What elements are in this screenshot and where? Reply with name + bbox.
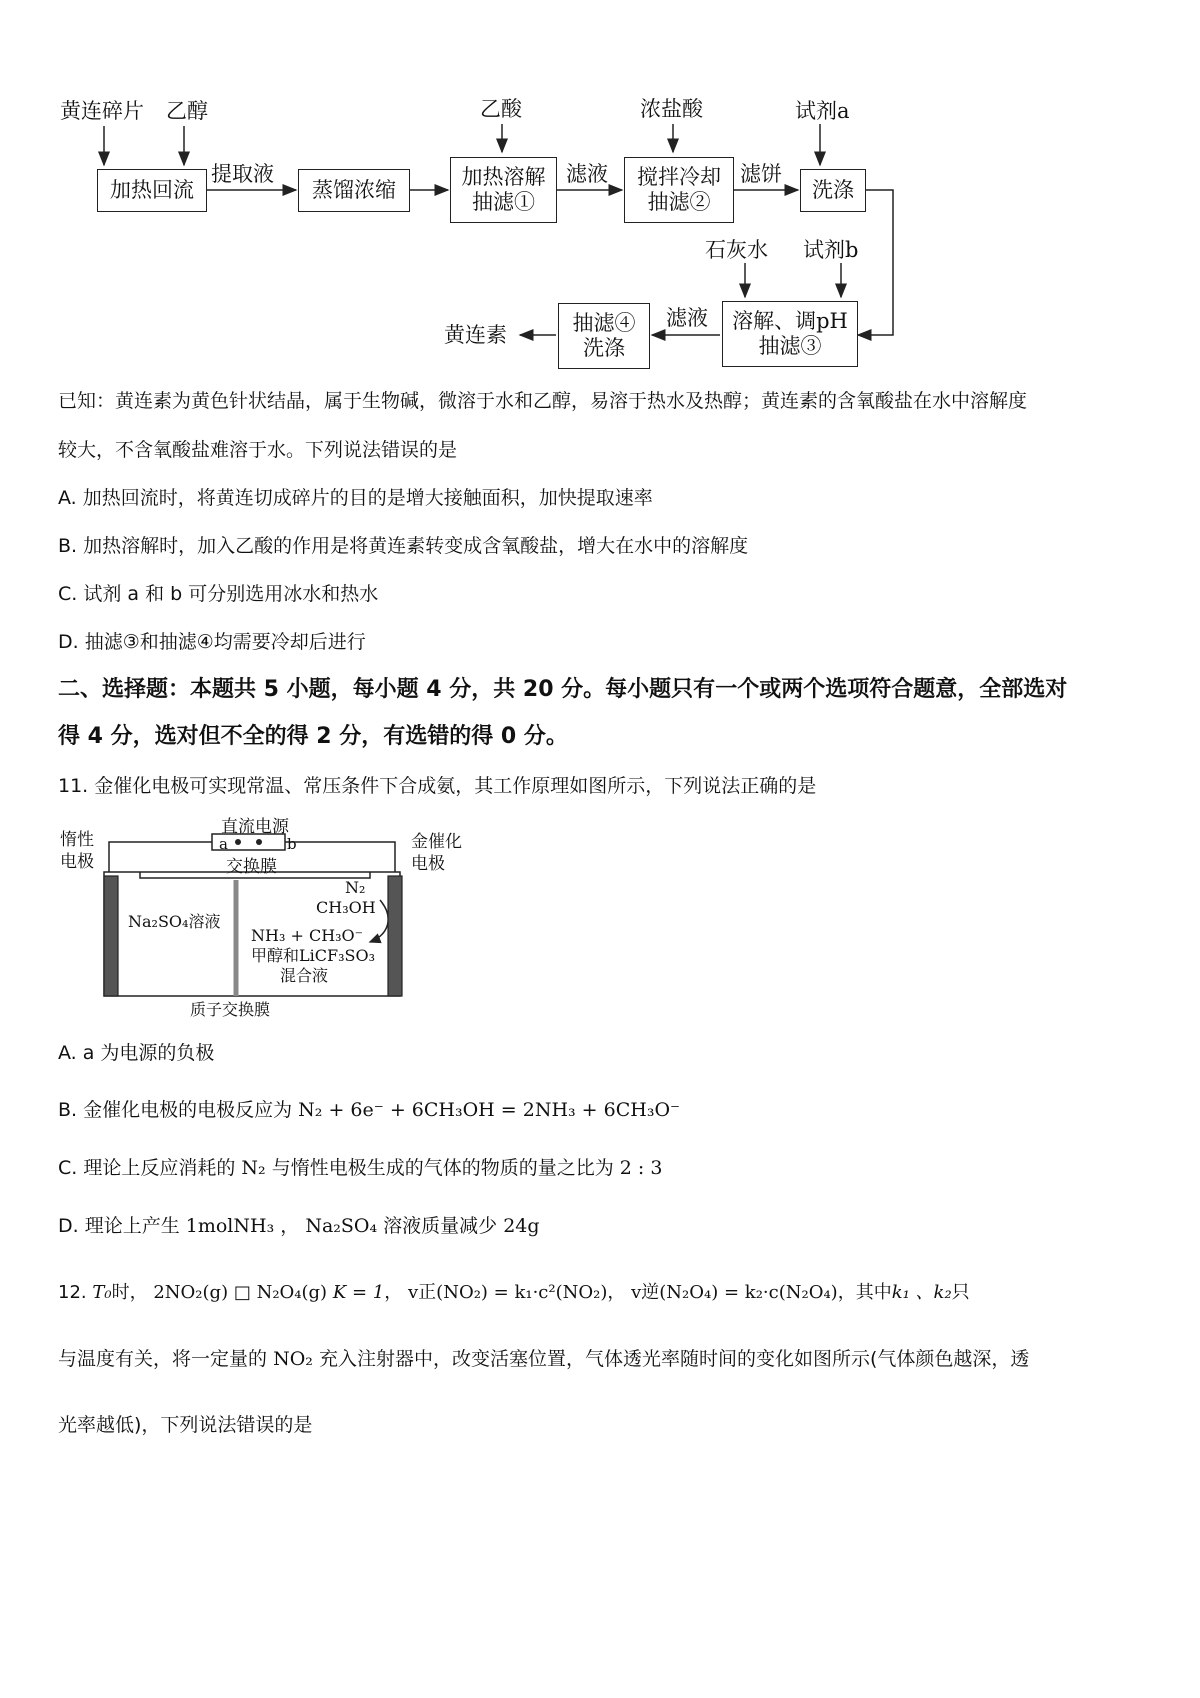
q11-option-b — [58, 1097, 680, 1123]
q12-comma1: ， — [384, 1282, 403, 1303]
box-stir-line2: 抽滤② — [647, 190, 711, 214]
input-huanglian-pieces: 黄连碎片 — [60, 99, 144, 123]
q11-option-b-equation: N₂ + 6e⁻ + 6CH₃OH = 2NH₃ + 6CH₃O⁻ — [298, 1099, 681, 1121]
q11-option-d-amount: 1molNH₃ — [185, 1215, 275, 1237]
q10-known-line2: 较大，不含氧酸盐难溶于水。下列说法错误的是 — [58, 439, 458, 461]
label-exchange-membrane: 交换膜 — [226, 857, 277, 877]
box-dissolve-filter1 — [450, 157, 557, 223]
q12-line2-post: 充入注射器中，改变活塞位置，气体透光率随时间的变化如图所示(气体颜色越深，透 — [318, 1348, 1030, 1370]
label-gold-2: 电极 — [411, 854, 445, 874]
q11-option-d-mass: 24g — [503, 1215, 540, 1237]
box-filter4-line1: 抽滤④ — [572, 311, 636, 335]
q11-option-d — [58, 1213, 540, 1239]
q12-reactant: 2NO₂(g) — [153, 1282, 229, 1303]
q11-option-c — [58, 1155, 662, 1181]
product-berberine: 黄连素 — [444, 323, 507, 347]
q12-box-glyph: □ — [233, 1282, 251, 1303]
q10-option-a: A. 加热回流时，将黄连切成碎片的目的是增大接触面积，加快提取速率 — [58, 487, 653, 509]
input-acetic-acid: 乙酸 — [480, 97, 522, 121]
q11-option-c-pre: C. 理论上反应消耗的 — [58, 1157, 236, 1179]
q11-stem: 11. 金催化电极可实现常温、常压条件下合成氨，其工作原理如图所示，下列说法正确的是 — [58, 775, 817, 797]
label-na2so4-solution: Na₂SO₄溶液 — [128, 912, 221, 931]
label-mix-1: 甲醇和LiCF₃SO₃ — [251, 946, 375, 965]
terminal-a-dot — [235, 839, 241, 845]
terminal-b-dot — [256, 839, 262, 845]
input-hcl: 浓盐酸 — [640, 97, 703, 121]
box-filter4-line2: 洗涤 — [583, 336, 625, 360]
input-reagent-a: 试剂a — [795, 99, 850, 123]
q12-k: K = 1 — [332, 1282, 385, 1303]
q12-number: 12. — [58, 1282, 87, 1303]
q12-v-reverse: v逆(N₂O₄) = k₂·c(N₂O₄) — [631, 1282, 838, 1303]
q11-option-b-text: B. 金催化电极的电极反应为 — [58, 1099, 293, 1121]
label-gold-1: 金催化 — [411, 832, 462, 852]
q11-option-d-pre: D. 理论上产生 — [58, 1215, 180, 1237]
box-ph-line2: 抽滤③ — [758, 334, 822, 358]
label-proton-membrane: 质子交换膜 — [190, 1000, 271, 1019]
label-terminal-a: a — [219, 835, 228, 853]
section2-heading-line2: 得 4 分，选对但不全的得 2 分，有选错的得 0 分。 — [58, 724, 568, 749]
q10-option-c: C. 试剂 a 和 b 可分别选用冰水和热水 — [58, 583, 379, 605]
label-inert-2: 电极 — [60, 852, 94, 872]
label-products: NH₃ + CH₃O⁻ — [251, 926, 364, 945]
input-limewater: 石灰水 — [705, 238, 768, 262]
box-dissolve-ph — [722, 301, 858, 367]
q11-option-d-post: 溶液质量减少 — [383, 1215, 498, 1237]
label-mix-2: 混合液 — [280, 966, 329, 985]
q10-option-b: B. 加热溶解时，加入乙酸的作用是将黄连素转变成含氧酸盐，增大在水中的溶解度 — [58, 535, 749, 557]
q12-line2 — [58, 1346, 1029, 1372]
box-dissolve-line2: 抽滤① — [472, 190, 535, 214]
box-stir-cool — [624, 157, 734, 223]
inert-electrode — [104, 876, 118, 996]
q12-k1k2: k₁ 、k₂ — [891, 1282, 952, 1303]
q11-option-d-mid: ， — [280, 1215, 300, 1237]
q11-option-c-post: 与惰性电极生成的气体的物质的量之比为 — [271, 1157, 614, 1179]
gold-electrode — [388, 876, 402, 996]
arrow-label-filtrate1: 滤液 — [566, 162, 608, 186]
box-wash1: 洗涤 — [800, 169, 866, 212]
q12-only: 只 — [951, 1282, 970, 1303]
q12-line2-no2: NO₂ — [273, 1348, 313, 1370]
label-ch3oh: CH₃OH — [316, 898, 376, 917]
arrow-label-extract: 提取液 — [211, 162, 274, 186]
q11-option-c-ratio: 2 : 3 — [619, 1157, 663, 1179]
q10-known-line1: 已知：黄连素为黄色针状结晶，属于生物碱，微溶于水和乙醇，易溶于热水及热醇；黄连素的含氧酸盐在水中溶解度 — [58, 390, 1028, 412]
label-n2: N₂ — [345, 878, 366, 897]
q11-option-d-salt: Na₂SO₄ — [305, 1215, 378, 1237]
q12-line2-pre: 与温度有关，将一定量的 — [58, 1348, 268, 1370]
q12-line1 — [58, 1280, 970, 1306]
label-inert-1: 惰性 — [60, 830, 94, 850]
section2-heading-line1: 二、选择题：本题共 5 小题，每小题 4 分，共 20 分。每小题只有一个或两个选项符合题意，全部选对 — [58, 677, 1068, 702]
arrow-label-filter-cake: 滤饼 — [740, 162, 782, 186]
q11-option-c-n2: N₂ — [241, 1157, 266, 1179]
q11-option-a: A. a 为电源的负极 — [58, 1042, 215, 1064]
q12-t0-suffix: 时， — [111, 1282, 148, 1303]
q12-line3: 光率越低)，下列说法错误的是 — [58, 1414, 313, 1436]
label-terminal-b: b — [287, 835, 297, 853]
label-dc-power: 直流电源 — [221, 817, 289, 837]
q10-option-d: D. 抽滤③和抽滤④均需要冷却后进行 — [58, 631, 366, 653]
box-ph-line1: 溶解、调pH — [732, 309, 848, 333]
box-distill: 蒸馏浓缩 — [298, 169, 410, 212]
input-ethanol: 乙醇 — [166, 99, 208, 123]
box-stir-line1: 搅拌冷却 — [637, 165, 721, 189]
q12-t0: T₀ — [92, 1282, 112, 1303]
box-dissolve-line1: 加热溶解 — [461, 165, 546, 189]
box-filter4-wash — [558, 303, 650, 369]
q12-comma2: ， — [607, 1282, 626, 1303]
input-reagent-b: 试剂b — [803, 238, 859, 262]
q12-v-forward: v正(NO₂) = k₁·c²(NO₂) — [408, 1282, 608, 1303]
q12-tail: ，其中 — [837, 1282, 892, 1303]
box-reflux: 加热回流 — [97, 169, 207, 212]
arrow-label-filtrate2: 滤液 — [666, 306, 708, 330]
q12-product: N₂O₄(g) — [256, 1282, 328, 1303]
